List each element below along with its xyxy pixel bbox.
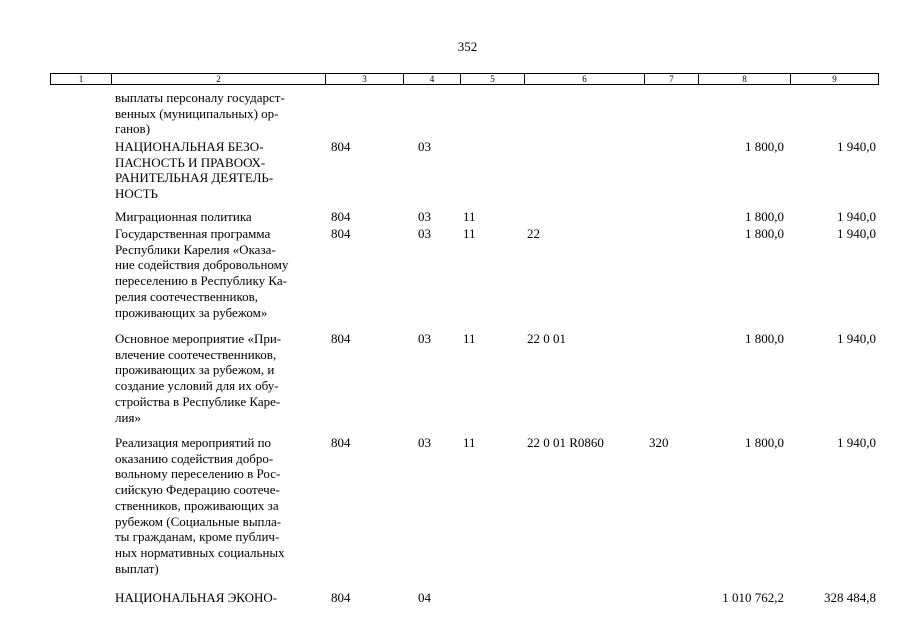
row-code-subsection: 11 — [463, 331, 476, 346]
column-header-3: 3 — [325, 74, 403, 84]
column-header-4: 4 — [403, 74, 460, 84]
row-code-section: 03 — [418, 226, 431, 241]
row-amount-1: 1 010 762,2 — [722, 590, 784, 605]
row-code-expense-type: 320 — [649, 435, 669, 450]
row-code-section: 03 — [418, 331, 431, 346]
row-amount-2: 1 940,0 — [837, 139, 876, 154]
row-amount-1: 1 800,0 — [745, 209, 784, 224]
row-amount-2: 1 940,0 — [837, 209, 876, 224]
row-code-subsection: 11 — [463, 226, 476, 241]
row-code-ministry: 804 — [331, 435, 351, 450]
row-name: НАЦИОНАЛЬНАЯ ЭКОНО- — [115, 590, 278, 605]
row-code-ministry: 804 — [331, 331, 351, 346]
column-header-5: 5 — [460, 74, 524, 84]
column-header-2: 2 — [111, 74, 325, 84]
column-header-8: 8 — [698, 74, 790, 84]
row-code-subsection: 11 — [463, 435, 476, 450]
row-code-ministry: 804 — [331, 226, 351, 241]
row-name: Основное мероприятие «При- влечение соотечественников, проживающих за рубежом, и создание условий для их обу- стройства в Республике Каре- лия» — [115, 331, 282, 425]
row-code-target: 22 — [527, 226, 540, 241]
page-number: 352 — [457, 39, 478, 54]
row-name: Реализация мероприятий по оказанию содействия добро- вольному переселению в Рос- сийскую Федерацию соотече- ственников, проживающих за рубежом (Социальные выпла- ты гражданам, кроме публич- ных нормативных социальных выплат) — [115, 435, 285, 576]
row-amount-2: 328 484,8 — [824, 590, 876, 605]
column-header-1: 1 — [78, 74, 84, 84]
column-header-9: 9 — [790, 74, 878, 84]
row-name: выплаты персоналу государст- венных (муниципальных) ор- ганов) — [115, 90, 285, 137]
column-header-6: 6 — [524, 74, 644, 84]
row-code-ministry: 804 — [331, 139, 351, 154]
row-amount-1: 1 800,0 — [745, 226, 784, 241]
row-amount-1: 1 800,0 — [745, 435, 784, 450]
row-amount-1: 1 800,0 — [745, 139, 784, 154]
row-code-section: 03 — [418, 435, 431, 450]
row-code-section: 03 — [418, 209, 431, 224]
row-code-ministry: 804 — [331, 209, 351, 224]
row-code-subsection: 11 — [463, 209, 476, 224]
row-name: НАЦИОНАЛЬНАЯ БЕЗО- ПАСНОСТЬ И ПРАВООХ- РАНИТЕЛЬНАЯ ДЕЯТЕЛЬ- НОСТЬ — [115, 139, 274, 202]
column-header-7: 7 — [644, 74, 698, 84]
row-amount-2: 1 940,0 — [837, 226, 876, 241]
row-amount-1: 1 800,0 — [745, 331, 784, 346]
row-code-ministry: 804 — [331, 590, 351, 605]
row-code-target: 22 0 01 — [527, 331, 566, 346]
row-code-section: 03 — [418, 139, 431, 154]
row-amount-2: 1 940,0 — [837, 331, 876, 346]
row-amount-2: 1 940,0 — [837, 435, 876, 450]
row-code-target: 22 0 01 R0860 — [527, 435, 604, 450]
row-name: Государственная программа Республики Карелия «Оказа- ние содействия добровольному переселению в Республику Ка- релия соотечественников, проживающих за рубежом» — [115, 226, 289, 320]
row-code-section: 04 — [418, 590, 431, 605]
row-name: Миграционная политика — [115, 209, 252, 224]
